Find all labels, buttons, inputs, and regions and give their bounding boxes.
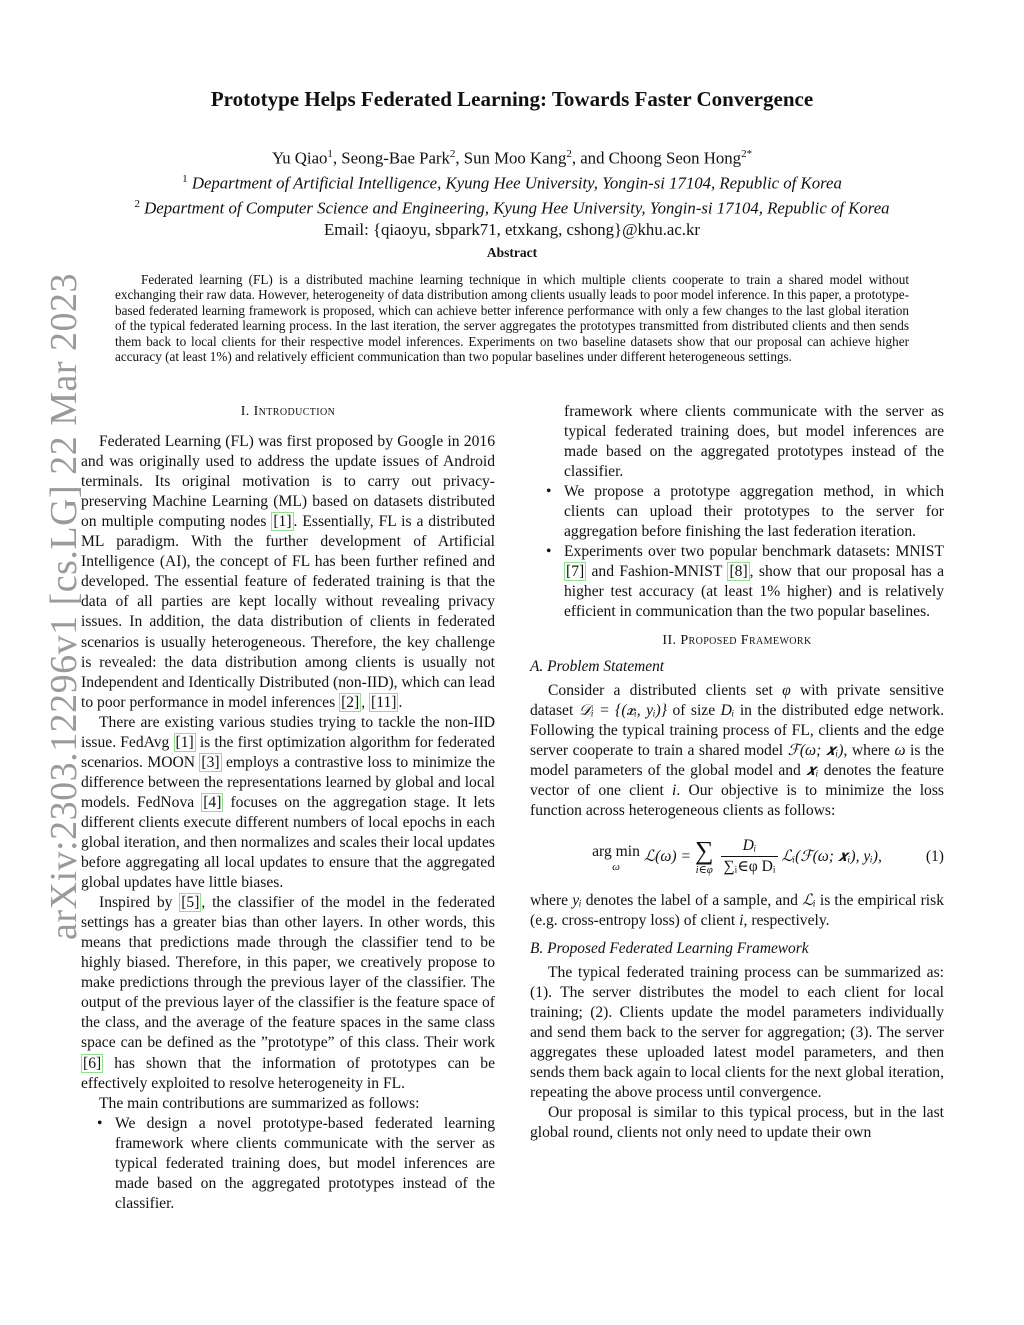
intro-paragraph-2 <box>81 713 495 893</box>
intro-paragraph-4: The main contributions are summarized as follows: <box>99 1094 420 1112</box>
author-separator: , <box>455 148 464 168</box>
contribution-item <box>564 542 944 622</box>
math-symbol: φ <box>782 681 791 699</box>
math-symbol: 𝒟ᵢ = {(𝒙ᵢ, yᵢ)} <box>578 701 667 719</box>
contribution-item: • We design a novel prototype-based federated learning framework where clients communicate with the server as typical federated training does, but model inferences are made based on the aggregated prototypes instead of the classifier. <box>115 1114 495 1214</box>
affiliation-text: Department of Computer Science and Engineering, Kyung Hee University, Yongin-si 17104, Republic of Korea <box>144 198 890 218</box>
problem-paragraph-1 <box>530 681 944 821</box>
math-symbol: ω <box>894 741 906 759</box>
bullet-1-clip <box>81 1114 495 1212</box>
framework-paragraph-1: The typical federated training process can be summarized as: (1). The server distributes the model to each client for local training; (2). Clients update the model parameters individually and send them back to the server for aggregation; (3). The server aggregates these uploaded latest model parameters, and then sends them back again to local clients for the next global iteration, repeating the above process until convergence. <box>530 964 944 1102</box>
author-affil-mark: 2 <box>566 148 572 160</box>
text-run: . <box>398 693 403 711</box>
bullet-1-continuation: framework where clients communicate with the server as typical federated training does, but model inferences are made based on the aggregated prototypes instead of the classifier. <box>564 403 944 481</box>
citation-link[interactable]: [1] <box>175 733 194 751</box>
denominator: ∑ᵢ∈φ Dᵢ <box>723 858 776 876</box>
equation-rhs: ℒᵢ(ℱ(ω; 𝒙ᵢ), yᵢ), <box>781 847 882 865</box>
text-run: where <box>530 891 573 909</box>
text-run: employs a contrastive loss to minimize the difference between the representations learned by global and local models. FedNova <box>81 753 495 811</box>
math-symbol: i <box>739 911 744 929</box>
numerator: Dᵢ <box>721 836 779 857</box>
math-symbol: i <box>672 781 677 799</box>
affil-number: 2 <box>134 198 140 211</box>
text-run: Consider a distributed clients set <box>548 681 783 699</box>
author-name: Sun Moo Kang <box>463 148 567 168</box>
contribution-list-continued <box>530 482 944 622</box>
author-separator: , <box>332 148 342 168</box>
citation-link[interactable]: [6] <box>83 1054 102 1072</box>
section-heading-framework: II. Proposed Framework <box>662 632 812 648</box>
contribution-item: • We propose a prototype aggregation method, in which clients can upload their prototypes to the server for aggregation before finishing the last federation iteration. <box>564 482 944 542</box>
argmin-operator <box>592 842 640 872</box>
email-line: Email: {qiaoyu, sbpark71, etxkang, cshong}@khu.ac.kr <box>324 220 700 240</box>
citation-link[interactable]: [2] <box>341 693 360 711</box>
subsection-heading-framework: B. Proposed Federated Learning Framework <box>530 940 809 958</box>
intro-paragraph-3 <box>81 893 495 1093</box>
text-run: focuses on the aggregation stage. It lets different clients execute different numbers of local epochs in each global iteration, and then normalizes and scales their local updates before aggregating all local updates to ensure that the aggregated global updates have little biases. <box>81 793 495 892</box>
author-affil-mark: 1 <box>327 148 333 160</box>
text-run: There are existing various studies trying to tackle the non-IID issue. FedAvg <box>81 713 495 751</box>
text-run: Federated Learning (FL) was first proposed by Google in 2016 and was originally used to address the update issues of Android terminals. Its original motivation is to carry out privacy-preserving Machine Learning (ML) based on datasets distributed on multiple computing nodes <box>81 433 495 531</box>
text-run: , <box>361 693 370 711</box>
citation-link[interactable]: [3] <box>201 753 220 771</box>
author-block <box>0 144 1024 241</box>
author-affil-mark: 2* <box>741 148 753 160</box>
text-run: of size <box>666 701 721 719</box>
author-list <box>0 144 1024 169</box>
right-column <box>530 402 944 1144</box>
text-run: denotes the feature vector of one client <box>530 761 944 799</box>
text-run: denotes the label of a sample, and <box>581 891 803 909</box>
text-run: is the first optimization algorithm for federated scenarios. MOON <box>81 733 495 771</box>
argmin-text: arg min <box>592 842 640 860</box>
sigma: ∑ <box>694 835 714 865</box>
math-symbol: ℒᵢ <box>802 891 816 909</box>
paper-title: Prototype Helps Federated Learning: Towards Faster Convergence <box>210 87 814 111</box>
affil-number: 1 <box>182 173 188 186</box>
equation-number: (1) <box>925 847 944 865</box>
text-run: , where <box>843 741 895 759</box>
text-run: Experiments over two popular benchmark datasets: MNIST <box>564 543 944 561</box>
author-affil-mark: 2 <box>449 148 456 160</box>
abstract-text: Federated learning (FL) is a distributed machine learning technique in which multiple clients cooperate to train a shared model without exchanging their raw data. However, heterogeneity of data distribution among clients usually leads to poor model inference. In this paper, a prototype-based federated learning framework is proposed, which can achieve better inference performance with only a few changes to the last global iteration of the typical federated learning process. In the last iteration, the server aggregates the prototypes transmitted from distributed clients and then sends them back to local clients for their respective model inferences. Experiments on two baseline datasets show that our proposal can achieve higher accuracy (at least 1%) and relatively efficient communication than two popular baselines under different heterogeneous settings. <box>115 272 909 365</box>
sum-subscript: i∈φ <box>695 863 713 876</box>
citation-link[interactable]: [8] <box>729 563 748 581</box>
problem-paragraph-2 <box>530 891 944 931</box>
author-name: Yu Qiao <box>271 148 328 168</box>
author-name: Choong Seon Hong <box>608 148 742 168</box>
affiliation-2 <box>0 194 1024 219</box>
text-run: is the model parameters of the global model and <box>530 741 944 779</box>
math-symbol: Dᵢ <box>720 701 735 719</box>
citation-link[interactable]: [1] <box>273 513 292 531</box>
citation-link[interactable]: [4] <box>203 793 222 811</box>
text-run: , respectively. <box>743 911 830 929</box>
text-run: is the empirical risk (e.g. cross-entropy loss) of client <box>530 891 944 929</box>
author-separator: , and <box>571 148 609 168</box>
citation-link[interactable]: [5] <box>181 894 200 912</box>
section-heading-introduction: I. Introduction <box>240 404 336 419</box>
framework-paragraph-2: Our proposal is similar to this typical process, but in the last global round, clients not only need to update their own <box>530 1104 944 1142</box>
equation-1 <box>530 827 944 887</box>
summation <box>694 835 714 876</box>
left-column <box>81 402 495 1212</box>
math-symbol: 𝒙ᵢ <box>806 761 819 779</box>
author-name: Seong-Bae Park <box>341 148 450 168</box>
citation-link[interactable]: [11] <box>371 693 397 711</box>
text-run: , the classifier of the model in the federated settings has a greater bias than other layers. In other words, this means that predictions made through the classifier tend to be highly biased. Therefore, in this paper, we creatively propose to make predictions through the previous layer of the classifier. The output of the previous layer of the classifier is the feature space of the class, and the average of the feature spaces in the same class space can be defined as the ”prototype” of this class. Their work <box>81 894 495 1052</box>
text-run: with private sensitive dataset <box>530 681 944 719</box>
contribution-list <box>81 1114 495 1214</box>
affiliation-1 <box>0 169 1024 194</box>
text-run: , show that our proposal has a higher test accuracy (at least 1% higher) and is relatively efficient in communication than the two popular baselines. <box>564 563 944 621</box>
text-run: . Essentially, FL is a distributed ML paradigm. With the further development of Artificial Intelligence (AI), the concept of FL has been further refined and developed. The essential feature of federated training is that the data of all parties are kept locally without revealing privacy issues. In addition, the data distribution of clients in federated scenarios is usually heterogeneous. Therefore, the key challenge is revealed: the data distribution among clients is usually not Independent and Identically Distributed (non-IID), which can lead to poor performance in model inferences <box>81 513 495 711</box>
intro-paragraph-1 <box>81 432 495 713</box>
math-symbol: yᵢ <box>572 891 582 909</box>
affiliation-text: Department of Artificial Intelligence, Kyung Hee University, Yongin-si 17104, Republic of Korea <box>191 173 842 193</box>
math-symbol: ℱ(ω; 𝒙ᵢ) <box>787 741 844 759</box>
citation-link[interactable]: [7] <box>566 563 585 581</box>
equation-lhs: ℒ(ω) = <box>643 847 691 865</box>
text-run: in the distributed edge network. Following the typical training process of FL, clients and the edge server cooperate to train a shared model <box>530 701 944 759</box>
arxiv-identifier: arXiv:2303.12296v1 [cs.LG] 22 Mar 2023 <box>43 272 85 940</box>
text-run: Inspired by <box>99 894 180 912</box>
fraction <box>721 836 779 877</box>
argmin-subscript: ω <box>612 860 620 873</box>
abstract-heading: Abstract <box>486 245 538 260</box>
text-run: . Our objective is to minimize the loss function across heterogeneous clients as follows: <box>530 781 944 819</box>
text-run: and Fashion-MNIST <box>586 563 728 581</box>
text-run: has shown that the information of prototypes can be effectively exploited to resolve heterogeneity in FL. <box>81 1054 495 1092</box>
subsection-heading-problem: A. Problem Statement <box>530 657 665 675</box>
